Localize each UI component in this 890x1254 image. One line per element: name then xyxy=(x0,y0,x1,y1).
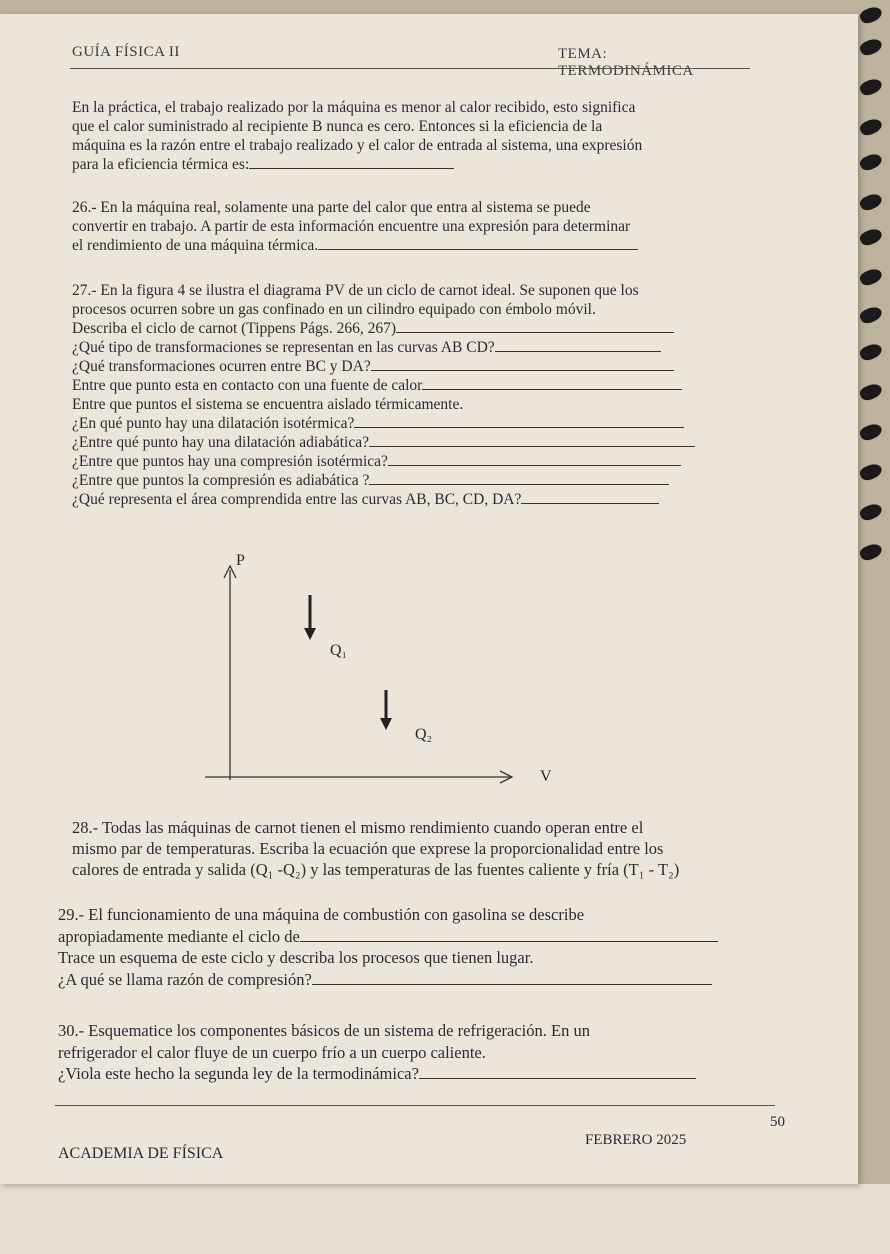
text-line: 30.- Esquematice los componentes básicos de un sistema de refrigeración. En un xyxy=(58,1021,590,1040)
sub-question: ¿En qué punto hay una dilatación isotérmica? xyxy=(72,415,355,432)
text-line: que el calor suministrado al recipiente B nunca es cero. Entonces si la eficiencia de la xyxy=(72,118,603,135)
answer-blank[interactable] xyxy=(371,358,674,371)
q2-label: Q₂ xyxy=(415,726,433,743)
answer-blank[interactable] xyxy=(249,156,454,169)
question-26 xyxy=(72,198,752,255)
header-divider xyxy=(70,68,750,69)
guide-title: GUÍA FÍSICA II xyxy=(72,44,180,60)
question-27 xyxy=(72,281,752,509)
page-number: 50 xyxy=(770,1114,785,1130)
topic-title: TEMA: TERMODINÁMICA xyxy=(558,46,694,79)
sub-question: Describa el ciclo de carnot (Tippens Págs. 266, 267) xyxy=(72,320,396,337)
intro-paragraph xyxy=(72,98,752,174)
text-line: para la eficiencia térmica es: xyxy=(72,156,250,173)
text-line: 29.- El funcionamiento de una máquina de combustión con gasolina se describe xyxy=(58,905,585,924)
answer-blank[interactable] xyxy=(419,1066,696,1079)
text-line: calores de entrada y salida (Q₁ -Q₂) y las temperaturas de las fuentes caliente y fría (T₁ - T₂) xyxy=(72,860,680,879)
answer-blank[interactable] xyxy=(521,491,659,504)
text-line: máquina es la razón entre el trabajo realizado y el calor de entrada al sistema, una expresión xyxy=(72,137,643,154)
sub-question: ¿Qué representa el área comprendida entre las curvas AB, BC, CD, DA? xyxy=(72,491,522,508)
answer-blank[interactable] xyxy=(495,339,661,352)
answer-blank[interactable] xyxy=(369,434,695,447)
answer-blank[interactable] xyxy=(388,453,681,466)
answer-blank[interactable] xyxy=(300,929,718,942)
p-axis-label: P xyxy=(236,552,245,569)
spiral-binding xyxy=(850,0,890,1254)
pv-diagram-svg xyxy=(200,550,580,800)
answer-blank[interactable] xyxy=(422,377,682,390)
pv-diagram xyxy=(200,550,580,800)
text-line: ¿Viola este hecho la segunda ley de la termodinámica? xyxy=(58,1064,419,1083)
text-line: 27.- En la figura 4 se ilustra el diagrama PV de un ciclo de carnot ideal. Se suponen que los xyxy=(72,282,639,299)
sub-question: ¿Qué transformaciones ocurren entre BC y DA? xyxy=(72,358,371,375)
footer-date: FEBRERO 2025 xyxy=(585,1132,687,1148)
text-line: mismo par de temperaturas. Escriba la ecuación que exprese la proporcionalidad entre los xyxy=(72,839,664,858)
text-line: Trace un esquema de este ciclo y describa los procesos que tienen lugar. xyxy=(58,948,534,967)
page-below xyxy=(0,1184,890,1254)
sub-question: ¿Entre que puntos la compresión es adiabática ? xyxy=(72,472,370,489)
question-30 xyxy=(58,1020,778,1085)
text-line: ¿A qué se llama razón de compresión? xyxy=(58,969,312,989)
sub-question: Entre que puntos el sistema se encuentra aislado térmicamente. xyxy=(72,396,464,413)
text-line: procesos ocurren sobre un gas confinado en un cilindro equipado con émbolo móvil. xyxy=(72,301,596,318)
text-line: convertir en trabajo. A partir de esta información encuentre una expresión para determinar xyxy=(72,218,631,235)
text-line: refrigerador el calor fluye de un cuerpo frío a un cuerpo caliente. xyxy=(58,1042,486,1062)
footer-academy: ACADEMIA DE FÍSICA xyxy=(58,1145,224,1162)
footer-divider xyxy=(55,1105,775,1106)
q1-label: Q₁ xyxy=(330,642,348,659)
sub-question: ¿Qué tipo de transformaciones se representan en las curvas AB CD? xyxy=(72,339,495,356)
sub-question: Entre que punto esta en contacto con una fuente de calor xyxy=(72,377,423,394)
text-line: En la práctica, el trabajo realizado por la máquina es menor al calor recibido, esto significa xyxy=(72,99,636,116)
question-28 xyxy=(72,817,752,880)
answer-blank[interactable] xyxy=(396,320,674,333)
answer-blank[interactable] xyxy=(354,415,684,428)
v-axis-label: V xyxy=(540,768,552,785)
question-29 xyxy=(58,904,773,990)
text-line: apropiadamente mediante el ciclo de xyxy=(58,926,300,946)
sub-question: ¿Entre qué punto hay una dilatación adiabática? xyxy=(72,434,369,451)
text-line: 26.- En la máquina real, solamente una parte del calor que entra al sistema se puede xyxy=(72,199,591,216)
answer-blank[interactable] xyxy=(312,972,712,985)
q2-arrow-head xyxy=(380,718,392,730)
answer-blank[interactable] xyxy=(318,237,638,250)
q1-arrow-head xyxy=(304,628,316,640)
text-line: el rendimiento de una máquina térmica. xyxy=(72,237,319,254)
answer-blank[interactable] xyxy=(369,472,669,485)
text-line: 28.- Todas las máquinas de carnot tienen el mismo rendimiento cuando operan entre el xyxy=(72,818,644,837)
sub-question: ¿Entre que puntos hay una compresión isotérmica? xyxy=(72,453,388,470)
